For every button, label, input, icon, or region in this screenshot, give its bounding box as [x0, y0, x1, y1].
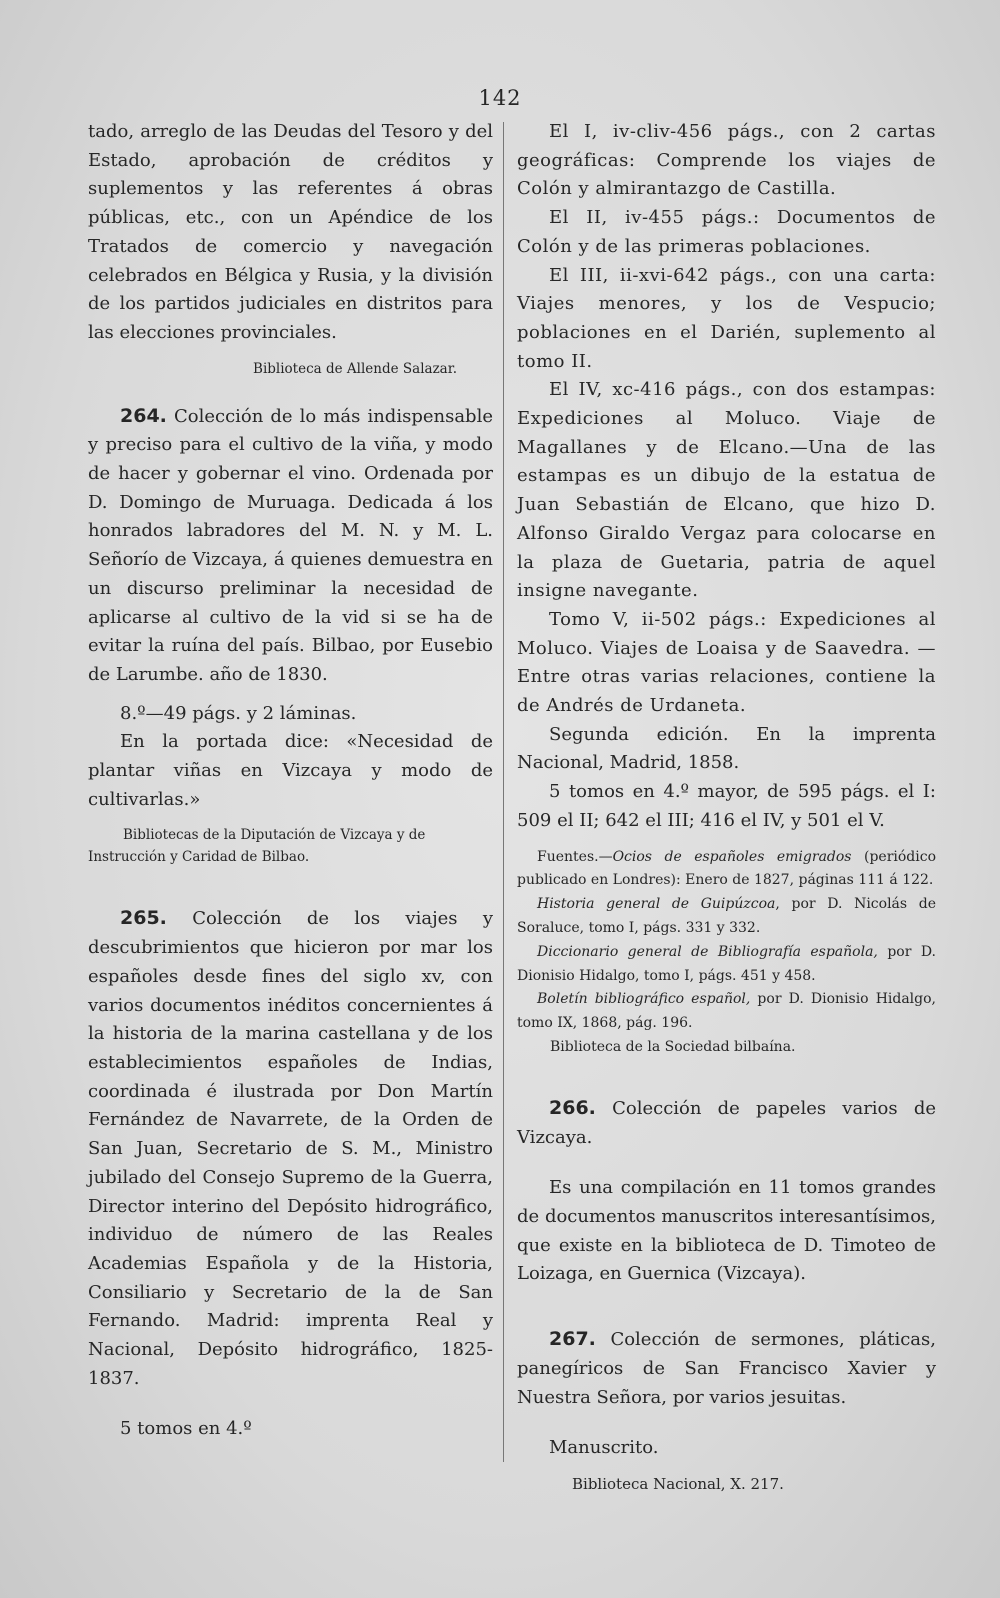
entry-267-number: 267.: [549, 1328, 596, 1351]
fuentes-1-rest: (periódico publicado en Londres): Enero de 1827, páginas 111 á 122.: [517, 848, 937, 889]
fuentes-4: [517, 988, 936, 1036]
entry-267: [517, 1325, 936, 1412]
fuentes-4-rest: por D. Dionisio Hidalgo, tomo IX, 1868, pág. 196.: [517, 991, 937, 1032]
entry-265-title: Colección de los viajes y descubrimientos que hicieron por mar los españoles desde fines del siglo xv, con varios documentos inéditos concernientes á la historia de la marina castellana y de los establecimientos españoles de Indias, coordinada é ilustrada por Don Martín Fernández de Navarrete, de la Orden de San Juan, Secretario de S. M., Ministro jubilado del Consejo Supremo de la Guerra, Director interino del Depósito hidrográfico, individuo de número de las Reales Academias Española y de la Historia, Consiliario y Secretario de la de San Fernando. Madrid: imprenta Real y Nacional, Depósito hidrográfico, 1825-1837.: [88, 908, 493, 1389]
volume-1: El I, iv-cliv-456 págs., con 2 cartas geográficas: Comprende los viajes de Colón y almirantazgo de Castilla.: [517, 121, 936, 200]
entry-264-title: Colección de lo más indispensable y preciso para el cultivo de la viña, y modo de hacer y gobernar el vino. Ordenada por D. Domingo de Muruaga. Dedicada á los honrados labradores del M. N. y M. L. Señorío de Vizcaya, á quienes demuestra en un discurso preliminar la necesidad de aplicarse al cultivo de la vid si se ha de evitar la ruína del país. Bilbao, por Eusebio de Larumbe. año de 1830.: [88, 405, 493, 685]
second-edition-format: 5 tomos en 4.º mayor, de 595 págs. el I: 509 el II; 642 el III; 416 el IV, y 501 el V.: [517, 781, 936, 831]
volume-5: Tomo V, ii-502 págs.: Expediciones al Moluco. Viajes de Loaisa y de Saavedra. —Entre otras varias relaciones, contiene la de Andrés de Urdaneta.: [517, 608, 936, 717]
entry-264: [88, 402, 493, 690]
entry-266-description: Es una compilación en 11 tomos grandes de documentos manuscritos interesantísimos, que existe en la biblioteca de D. Timoteo de Loizaga, en Guernica (Vizcaya).: [517, 1177, 936, 1285]
fuentes-2-rest: , por D. Nicolás de Soraluce, tomo I, págs. 331 y 332.: [517, 896, 936, 936]
left-column: [88, 118, 493, 1444]
fuentes-2-title: Historia general de Guipúzcoa: [537, 896, 776, 913]
entry-264-format: 8.º—49 págs. y 2 láminas.: [120, 702, 357, 724]
entry-265-format: 5 tomos en 4.º: [120, 1418, 252, 1440]
fuentes-library: Biblioteca de la Sociedad bilbaína.: [550, 1038, 796, 1055]
library-note-allende: Biblioteca de Allende Salazar.: [253, 360, 457, 377]
volume-2: El II, iv-455 págs.: Documentos de Colón y de las primeras poblaciones.: [517, 207, 936, 257]
fuentes-1: [517, 846, 936, 894]
entry-264-library: Bibliotecas de la Diputación de Vizcaya y de Instrucción y Caridad de Bilbao.: [88, 827, 426, 866]
fuentes-3-rest: por D. Dionisio Hidalgo, tomo I, págs. 451 y 458.: [517, 943, 936, 984]
entry-267-title: Colección de sermones, pláticas, panegíricos de San Francisco Xavier y Nuestra Señora, por varios jesuitas.: [517, 1329, 936, 1408]
column-divider: [503, 122, 504, 1462]
fuentes-3-title: Diccionario general de Bibliografía española,: [537, 943, 878, 960]
volume-4: El IV, xc-416 págs., con dos estampas: Expediciones al Moluco. Viaje de Magallanes y de Elcano.—Una de las estampas es un dibujo de la estatua de Juan Sebastián de Elcano, que hizo D. Alfonso Giraldo Vergaz para colocarse en la plaza de Guetaria, patria de aquel insigne navegante.: [517, 379, 936, 602]
entry-263-continuation: tado, arreglo de las Deudas del Tesoro y del Estado, aprobación de créditos y suplementos y las referentes á obras públicas, etc., con un Apéndice de los Tratados de comercio y navegación celebrados en Bélgica y Rusia, y la división de los partidos judiciales en distritos para las elecciones provinciales.: [88, 121, 493, 343]
entry-267-format: Manuscrito.: [549, 1437, 659, 1459]
entry-265-number: 265.: [120, 907, 167, 930]
entry-266: [517, 1094, 936, 1152]
entry-266-title: Colección de papeles varios de Vizcaya.: [517, 1097, 936, 1148]
entry-266-number: 266.: [549, 1096, 596, 1119]
second-edition: Segunda edición. En la imprenta Nacional, Madrid, 1858.: [517, 723, 936, 774]
volume-3: El III, ii-xvi-642 págs., con una carta: Viajes menores, y los de Vespucio; poblaciones en el Darién, suplemento al tomo II.: [517, 264, 936, 372]
right-column: [517, 118, 936, 1495]
entry-265: [88, 904, 493, 1393]
entry-267-library: Biblioteca Nacional, X. 217.: [572, 1474, 784, 1493]
page-number: 142: [478, 86, 522, 110]
fuentes-label: Fuentes.—: [537, 848, 613, 865]
entry-264-note: En la portada dice: «Necesidad de plantar viñas en Vizcaya y modo de cultivarlas.»: [88, 731, 493, 810]
fuentes-2: [517, 893, 936, 941]
entry-264-number: 264.: [120, 404, 167, 427]
fuentes-3: [517, 941, 936, 989]
fuentes-4-title: Boletín bibliográfico español,: [537, 991, 751, 1008]
fuentes-1-title: Ocios de españoles emigrados: [612, 848, 852, 865]
